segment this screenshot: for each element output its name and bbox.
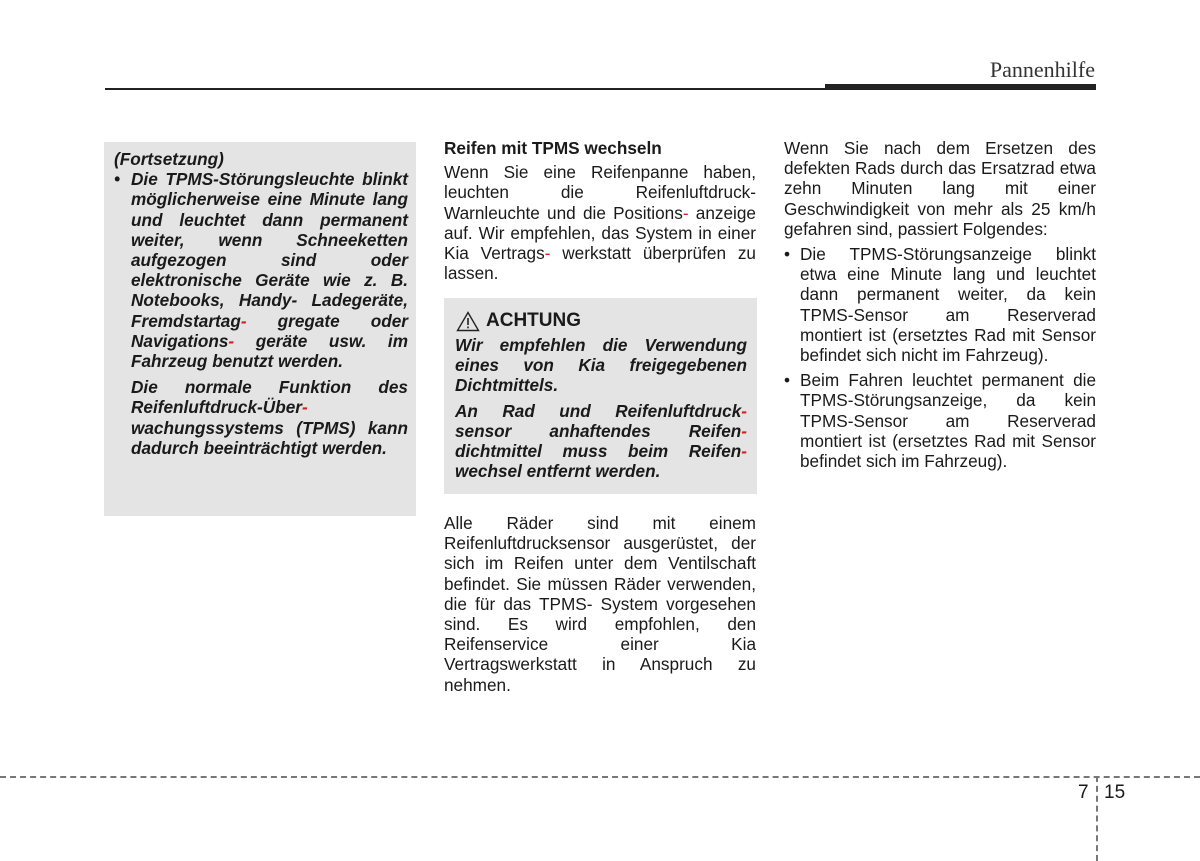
warning-paragraph <box>455 335 747 396</box>
col2-outro <box>444 513 756 695</box>
text-line: kein TPMS-Sensor am Reserverad <box>800 390 1097 431</box>
text-line: sensor anhaftendes Reifen <box>455 420 742 441</box>
text-line: nehmen. <box>444 674 511 695</box>
chapter-number: 7 <box>1078 782 1089 803</box>
text-line: montiert ist (ersetztes Rad mit <box>800 430 1036 451</box>
text-line: sind oder elektronische Geräte <box>131 250 409 291</box>
bullet-dot: • <box>784 370 791 391</box>
text-line: Minute lang und leuchtet <box>131 189 409 230</box>
col3-bullet <box>784 370 1096 471</box>
text-line: dichtmittel muss beim Reifen <box>455 441 742 462</box>
text-line: defekten Rads durch das Ersatzrad <box>784 158 1055 179</box>
text-line: kann dadurch beeinträchtigt <box>131 417 408 458</box>
text-line: dann permanent weiter, da kein <box>800 284 1096 305</box>
section-heading: Reifen mit TPMS wechseln <box>444 138 662 158</box>
text-line: empfohlen, den Reifenservice einer <box>444 614 756 655</box>
text-line: Die TPMS-Störungsleuchte <box>131 169 355 190</box>
text-line: gregate oder Navigations <box>131 310 408 351</box>
text-line: der sich im Reifen unter dem <box>444 533 756 574</box>
text-line: Reifenluftdrucksensor ausgerüstet, <box>444 533 718 554</box>
text-line: Beim Fahren leuchtet permanent <box>800 370 1064 391</box>
continuation-title: (Fortsetzung) <box>114 149 224 169</box>
text-line: die TPMS-Störungsanzeige, da <box>800 370 1097 411</box>
header-rule <box>105 88 825 90</box>
col3-intro <box>784 138 1096 239</box>
text-line: Ventilschaft befindet. Sie müssen <box>444 553 756 594</box>
outro-paragraph <box>444 513 756 695</box>
text-line: blinkt möglicherweise eine <box>131 169 408 210</box>
warning-box <box>444 298 757 494</box>
text-line: Schneeketten aufgezogen <box>131 229 408 271</box>
hyphen: - <box>741 441 747 462</box>
warning-body <box>455 335 747 486</box>
text-line: Die TPMS-Störungsanzeige blinkt <box>800 244 1096 265</box>
warning-title: ACHTUNG <box>486 310 581 331</box>
text-line: Folgendes: <box>962 218 1048 239</box>
warning-triangle-icon <box>456 311 480 332</box>
text-line: eines von Kia freigegebenen <box>455 355 747 376</box>
header-rule-thick <box>825 84 1096 90</box>
hyphen: - <box>682 202 689 223</box>
hyphen: - <box>301 397 308 418</box>
text-line: leuchten die Reifenluftdruck- <box>444 182 756 203</box>
text-line: montiert ist (ersetztes Rad mit <box>800 324 1036 345</box>
col1-bullet <box>114 169 408 371</box>
warning-header <box>456 310 581 332</box>
section-title: Pannenhilfe <box>989 57 1095 82</box>
text-line: werden. <box>322 437 387 458</box>
col2-intro <box>444 138 756 283</box>
text-line: System in einer Kia Vertrags <box>444 222 756 264</box>
text-line: geräte usw. im Fahrzeug <box>131 330 408 372</box>
text-line: Dichtmittels. <box>455 375 559 396</box>
col1-paragraph <box>114 377 408 458</box>
hyphen: - <box>240 310 247 331</box>
text-line: TPMS-Sensor am Reserverad <box>800 304 1096 325</box>
text-line: Wenn Sie nach dem Ersetzen des <box>784 138 1096 158</box>
text-line: Wenn Sie eine Reifenpanne haben, <box>444 162 756 183</box>
text-line: benutzt werden. <box>212 351 344 372</box>
text-line: Räder verwenden, die für das TPMS- <box>444 573 756 614</box>
text-line: wechsel entfernt werden. <box>455 461 661 482</box>
text-line: Warnleuchte und die Positions <box>444 202 683 223</box>
text-line: etwa eine Minute lang und leuchtet <box>800 264 1096 285</box>
footer-divider <box>0 776 1200 778</box>
text-line: Sensor befindet sich im Fahrzeug). <box>800 430 1096 472</box>
text-line: des Reifenluftdruck-Über <box>131 377 408 418</box>
hyphen: - <box>741 400 747 421</box>
bullet-dot: • <box>784 244 791 265</box>
col3-bullet <box>784 244 1096 365</box>
footer-vertical-divider <box>1096 776 1098 861</box>
text-line: dann permanent weiter, wenn <box>131 209 409 250</box>
text-line: km/h gefahren sind, passiert <box>784 198 1096 239</box>
text-line: Wir empfehlen die Verwendung <box>455 335 747 355</box>
text-line: werkstatt überprüfen zu lassen. <box>444 243 756 284</box>
hyphen: - <box>228 330 235 351</box>
page-number: 15 <box>1104 782 1126 803</box>
bullet-dot: • <box>114 169 121 190</box>
warning-paragraph <box>455 401 747 482</box>
intro-paragraph <box>444 162 756 283</box>
continuation-box <box>104 142 416 516</box>
text-line: Sensor befindet sich nicht im <box>800 324 1096 366</box>
text-line: Geschwindigkeit von mehr als 25 <box>784 198 1051 219</box>
text-line: Ladegeräte, Fremdstartag <box>131 290 408 331</box>
text-line: An Rad und Reifenluftdruck <box>455 400 742 421</box>
col3 <box>784 138 1096 471</box>
text-line: Fahrzeug). <box>965 345 1049 366</box>
text-line: Alle Räder sind mit einem <box>444 513 756 533</box>
hyphen: - <box>544 243 551 264</box>
text-line: Die normale Funktion <box>131 377 352 398</box>
text-line: wie z. B. Notebooks, Handy- <box>131 270 409 311</box>
text-line: wachungssystems (TPMS) <box>131 417 356 438</box>
text-line: Kia Vertragswerkstatt in Anspruch zu <box>444 634 756 675</box>
text-line: etwa zehn Minuten lang mit einer <box>784 158 1096 199</box>
hyphen: - <box>741 420 747 441</box>
text-line: System vorgesehen sind. Es wird <box>444 593 756 635</box>
text-line: anzeige auf. Wir empfehlen, das <box>444 202 756 243</box>
